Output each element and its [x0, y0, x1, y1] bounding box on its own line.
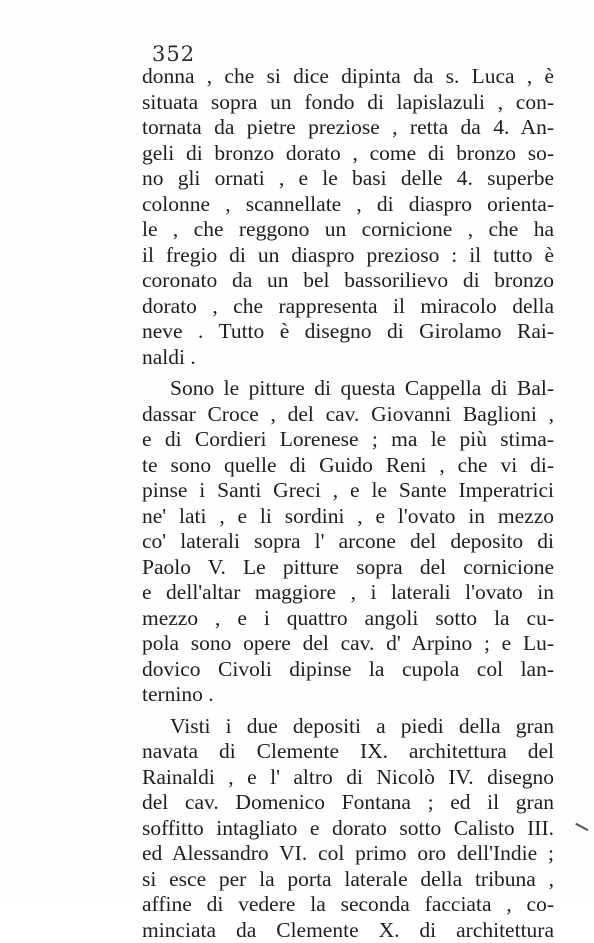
text-line: pola sono opere del cav. d' Arpino ; e Lu- — [142, 631, 554, 657]
text-line: dorato , che rappresenta il miracolo della — [142, 294, 554, 320]
text-line: minciata da Clemente X. di architettura — [142, 918, 554, 943]
text-line: neve . Tutto è disegno di Girolamo Rai- — [142, 319, 554, 345]
paragraph-first-line: Sono le pitture di questa Cappella di Bal- — [142, 376, 554, 402]
text-line: dassar Croce , del cav. Giovanni Baglioni , — [142, 402, 554, 428]
text-line: Rainaldi , e l' altro di Nicolò IV. disegno — [142, 765, 554, 791]
text-line: navata di Clemente IX. architettura del — [142, 739, 554, 765]
text-line: ed Alessandro VI. col primo oro dell'Indie ; — [142, 841, 554, 867]
text-line: e dell'altar maggiore , i laterali l'ovato in — [142, 580, 554, 606]
text-line: coronato da un bel bassorilievo di bronzo — [142, 268, 554, 294]
text-line: tornata da pietre preziose , retta da 4. An- — [142, 115, 554, 141]
text-line: geli di bronzo dorato , come di bronzo so- — [142, 141, 554, 167]
text-line: naldi . — [142, 345, 554, 371]
page-number: 352 — [152, 42, 195, 66]
text-line: soffitto intagliato e dorato sotto Calisto III. — [142, 816, 554, 842]
body-text — [142, 64, 554, 943]
text-line: pinse i Santi Greci , e le Sante Imperatrici — [142, 478, 554, 504]
text-line: ne' lati , e li sordini , e l'ovato in mezzo — [142, 504, 554, 530]
text-line: ternino . — [142, 682, 554, 708]
text-line: le , che reggono un cornicione , che ha — [142, 217, 554, 243]
ink-mark — [575, 823, 588, 831]
text-line: affine di vedere la seconda facciata , co- — [142, 892, 554, 918]
text-line: e di Cordieri Lorenese ; ma le più stima- — [142, 427, 554, 453]
paragraph-first-line: Visti i due depositi a piedi della gran — [142, 714, 554, 740]
text-line: te sono quelle di Guido Reni , che vi di- — [142, 453, 554, 479]
text-line: donna , che si dice dipinta da s. Luca , è — [142, 64, 554, 90]
text-line: colonne , scannellate , di diaspro orienta- — [142, 192, 554, 218]
text-line: no gli ornati , e le basi delle 4. superbe — [142, 166, 554, 192]
text-line: si esce per la porta laterale della tribuna , — [142, 867, 554, 893]
text-line: il fregio di un diaspro prezioso : il tutto è — [142, 243, 554, 269]
text-line: mezzo , e i quattro angoli sotto la cu- — [142, 606, 554, 632]
text-line: situata sopra un fondo di lapislazuli , con- — [142, 90, 554, 116]
text-line: Paolo V. Le pitture sopra del cornicione — [142, 555, 554, 581]
text-line: co' laterali sopra l' arcone del deposito di — [142, 529, 554, 555]
text-line: del cav. Domenico Fontana ; ed il gran — [142, 790, 554, 816]
text-line: dovico Civoli dipinse la cupola col lan- — [142, 657, 554, 683]
